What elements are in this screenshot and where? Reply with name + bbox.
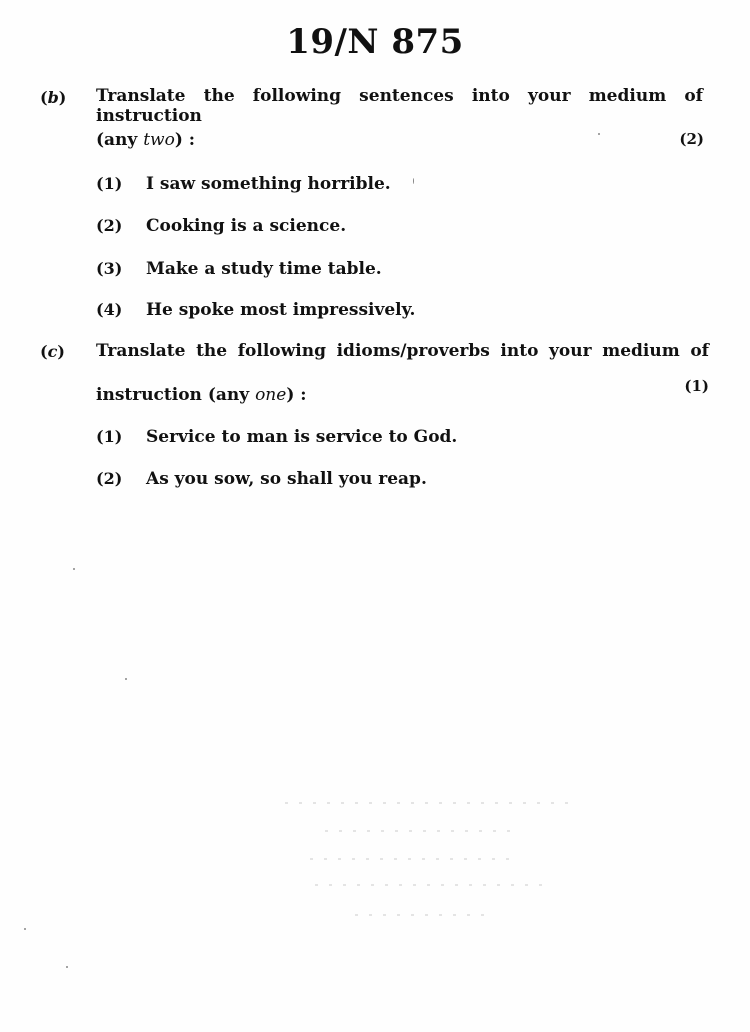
- question-b-any-prefix: (any: [96, 130, 144, 150]
- question-c-instruction-line2: [96, 385, 307, 405]
- question-b-item-text: Make a study time table.: [146, 259, 382, 279]
- question-c-any-prefix: instruction (any: [96, 385, 256, 405]
- question-b-count: two: [143, 130, 175, 150]
- question-c-letter: c: [47, 342, 58, 361]
- question-c-count: one: [255, 385, 287, 405]
- question-b-item-number: (1): [96, 174, 123, 193]
- question-c-any-suffix: ) :: [286, 385, 307, 405]
- question-c-label: (c): [40, 342, 65, 361]
- bleed-through-mark: [325, 830, 520, 832]
- question-c-item-text: Service to man is service to God.: [146, 427, 458, 447]
- question-b-any-suffix: ) :: [174, 130, 196, 150]
- question-b-item-text: I saw something horrible.: [146, 174, 391, 194]
- question-b-item-number: (3): [96, 259, 123, 278]
- question-b-item-number: (4): [96, 300, 123, 319]
- scan-speck: [73, 568, 75, 570]
- scan-speck: [66, 966, 68, 968]
- question-b-item-text: Cooking is a science.: [146, 216, 347, 236]
- bleed-through-mark: [310, 858, 520, 860]
- scan-speck: [125, 678, 127, 680]
- question-b-item-number: (2): [96, 216, 123, 235]
- question-b-marks: (2): [679, 130, 704, 148]
- question-b-letter: b: [47, 88, 59, 107]
- paper-code: 19/N 875: [286, 22, 464, 62]
- question-c-item-number: (2): [96, 469, 123, 488]
- bleed-through-mark: [355, 914, 490, 916]
- bleed-through-mark: [285, 802, 570, 804]
- question-b-item-text: He spoke most impressively.: [146, 300, 416, 320]
- question-c-marks: (1): [684, 377, 709, 395]
- scan-speck: [598, 133, 600, 135]
- question-c-item-text: As you sow, so shall you reap.: [146, 469, 427, 489]
- scan-speck: [24, 928, 26, 930]
- question-c-instruction-line1: Translate the following idioms/proverbs into your medium of: [96, 341, 709, 361]
- question-b-instruction-line1: Translate the following sentences into your medium of instruction: [96, 86, 703, 126]
- scan-speck: [413, 178, 414, 184]
- question-b-instruction-line2: [96, 130, 195, 150]
- bleed-through-mark: [315, 884, 545, 886]
- question-c-item-number: (1): [96, 427, 123, 446]
- question-b-label: (b): [40, 88, 67, 107]
